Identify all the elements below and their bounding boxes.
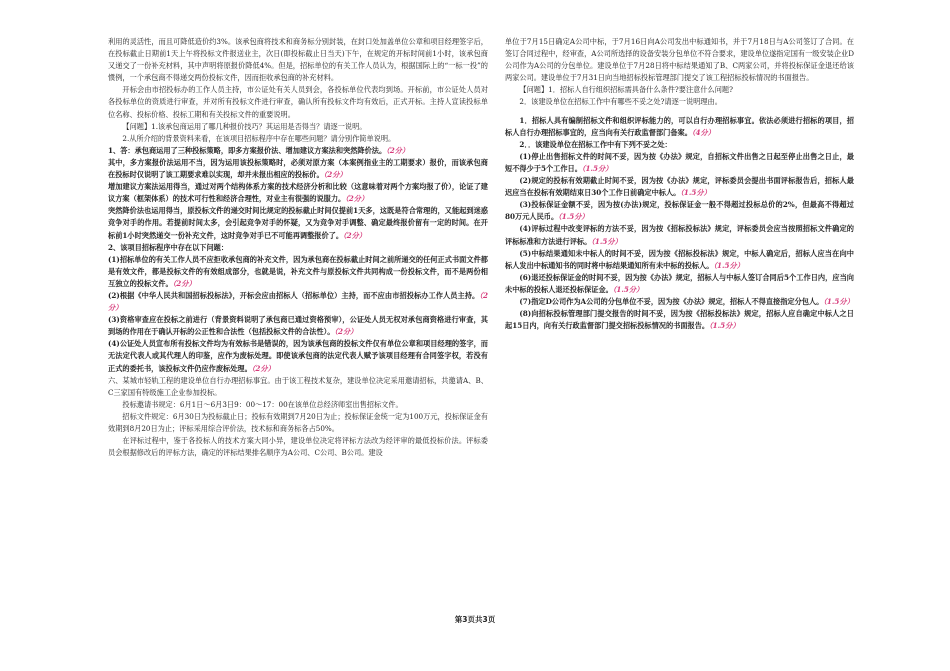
score-note: （1.5分） [612, 284, 644, 294]
score-note: （2分） [251, 363, 275, 373]
left-column [108, 36, 488, 459]
answer-text: (7)指定D公司作为A公司的分包单位不妥，因为按《办法》规定，招标人不得直接指定分包人。 [519, 296, 824, 306]
answer [505, 272, 854, 296]
answer [108, 314, 488, 338]
answer-text: 增加建议方案法运用得当，通过对两个结构体系方案的技术经济分析和比较（这意味着对两个方案均报了价），论证了建议方案（框架体系）的技术可行性和经济合理性，对业主有很强的说服力。 [108, 182, 488, 204]
score-note: （1.5分） [713, 260, 744, 270]
answer-text: (2)规定的投标有效期截止时间不妥，因为按《办法》规定，评标委员会提出书面评标报告后，招标人最迟应当在投标有效期结束日30个工作日前确定中标人。 [505, 176, 854, 198]
answer [108, 181, 488, 205]
score-note: （2分） [343, 230, 366, 240]
answer [108, 254, 488, 290]
paragraph: 利用的灵活性，而且可降低造价约3%。该承包商将技术和商务标分别封装，在封口处加盖单位公章和项目经理签字后，在投标截止日期前1天上午将投标文件报送业主，次日(即投标截止日当天)下午，在规定的开标时间前1小时，该承包商又递交了一份补充材料，其中声明将原报价降低4%。但是，招标单位的有关工作人员认为，根据国际上的“一标一投”的惯例，一个承包商不得递交两份投标文件，因而拒收承包商的补充材料。 [108, 37, 488, 83]
score-note: （1.5分） [709, 321, 740, 331]
answer-text: 1．招标人具有编制招标文件和组织评标能力的，可以自行办理招标事宜。依法必须进行招标的项目，招标人自行办理招标事宜的，应当向有关行政监督部门备案。 [505, 115, 854, 137]
score-note: （1.5分） [558, 212, 589, 222]
score-note: （2分） [334, 327, 358, 337]
paragraph: 六、某城市轻轨工程的建设单位自行办理招标事宜。由于该工程技术复杂，建设单位决定采用邀请招标，共邀请A、B、C三家国有特级施工企业参加投标。 [108, 375, 488, 397]
answer [108, 338, 488, 374]
score-note: （1.5分） [680, 188, 711, 198]
right-column [505, 36, 854, 332]
answer [108, 157, 488, 181]
score-note: （1.5分） [581, 163, 613, 173]
score-note: （2分） [172, 278, 196, 288]
answer-text: (6)退还投标保证金的时间不妥，因为按《办法》规定，招标人与中标人签订合同后5个工作日内，应当向未中标的投标人退还投标保证金。 [505, 272, 854, 294]
paragraph: 在评标过程中，鉴于各投标人的技术方案大同小异，建设单位决定将评标方法改为经评审的最低投标价法。评标委员会根据修改后的评标方法，确定的评标结果排名顺序为A公司、C公司、B公司。建设 [108, 436, 488, 458]
answer [505, 151, 854, 175]
answer [505, 248, 854, 272]
answer-text: (3)资格审查应在投标之前进行（背景资料说明了承包商已通过资格预审），公证处人员无权对承包商资格进行审查，其到场的作用在于确认开标的公正性和合法性（包括投标文件的合法性）。 [108, 315, 488, 337]
question: 2.从所介绍的背景资料来看，在该项目招标程序中存在哪些问题？请分别作简单说明。 [122, 133, 396, 143]
answer-text: (3)投标保证金额不妥，因为按(办法)规定，投标保证金一般不得超过投标总价的2%，但最高不得超过80万元人民币。 [505, 200, 854, 222]
paragraph: 单位于7月15日确定A公司中标，于7月16日向A公司发出中标通知书，并于7月18日与A公司签订了合同。在签订合同过程中，经审查，A公司所选择的设备安装分包单位不符合要求，建设单位遂指定国有一级安装企业D公司作为A公司的分包单位。建设单位于7月28日将中标结果通知了B、C两家公司，并将投标保证金退还给该两家公司。建设单位于7月31日向当地招标投标管理部门提交了该工程招标投标情况的书面报告。 [505, 37, 854, 83]
answer [505, 175, 854, 199]
score-note: （2分） [108, 290, 488, 313]
answer-text: (5)中标结果通知未中标人的时间不妥，因为按《招标投标法》规定，中标人确定后，招标人应当在向中标人发出中标通知书的同时将中标结果通知所有未中标的投标人。 [505, 248, 854, 270]
answer-heading: 2、该项目招标程序中存在以下问题： [108, 242, 229, 252]
answer [505, 308, 854, 332]
question-header: 【问题】 [122, 121, 152, 131]
question [108, 121, 488, 133]
answer-text: 突然降价法也运用得当，原投标文件的递交时间比规定的投标截止时间仅提前1天多，这既是符合常理的，又能起到迷惑竞争对手的作用。若提前时间太多，会引起竞争对手的怀疑，又为竞争对手调整、确定最终报价留有一定的时间。在开标前1小时突然递交一份补充文件，这时竞争对手已不可能再调整报价了。 [108, 206, 488, 240]
score-note: （1.5分） [591, 236, 622, 246]
answer [505, 115, 854, 139]
answer-text: (8)向招标投标管理部门提交报告的时间不妥，因为按《招标投标法》规定，招标人应自确定中标人之日起15日内，向有关行政监督部门提交招标投标情况的书面报告。 [505, 309, 854, 331]
score-note: （2分） [345, 194, 369, 204]
answer [108, 145, 488, 157]
answer [505, 296, 854, 308]
score-note: （2分） [323, 170, 347, 180]
answer-text: (1)停止出售招标文件的时间不妥，因为按《办法》规定，自招标文件出售之日起至停止出售之日止，最短不得少于5个工作日。 [505, 151, 854, 173]
answer-text: (4)评标过程中改变评标的方法不妥，因为按《招标投标法》规定，评标委员会应当按照招标文件确定的评标标准和方法进行评标。 [505, 224, 854, 246]
question: 【问题】1．招标人自行组织招标需具备什么条件?要注意什么问题? [519, 85, 733, 95]
answer [505, 199, 854, 223]
score-note: （1.5分） [823, 296, 854, 306]
answer-text: (4)公证处人员宣布所有投标文件均为有效标书是错误的，因为该承包商的投标文件仅有单位公章和项目经理的签字，而无法定代表人或其代理人的印鉴，应作为废标处理。即使该承包商的法定代表人赋予该项目经理有合同签字权，若没有正式的委托书，该投标文件仍应作废标处理。 [108, 339, 488, 373]
answer [108, 205, 488, 241]
paragraph: 招标文件规定：6月30日为投标截止日；投标有效期到7月20日为止；投标保证金统一定为100万元，投标保证金有效期到8月20日为止；评标采用综合评价法，技术标和商务标各占50%。 [108, 411, 488, 433]
answer-heading: 2．．该建设单位在招标工作中有下列不妥之处： [519, 139, 672, 149]
answer-text: 1、答：承包商运用了三种投标策略，即多方案报价法、增加建议方案法和突然降价法。 [108, 145, 387, 155]
answer-text: (2)根据《中华人民共和国招标投标法》，开标会应由招标人（招标单位）主持，而不应由市招投标办工作人员主持。 [108, 290, 480, 300]
answer [505, 223, 854, 247]
answer-text: 其中，多方案报价法运用不当，因为运用该投标策略时，必须对原方案（本案例指业主的工期要求）报价，而该承包商在投标时仅说明了该工期要求难以实现，却并未报出相应的投标价。 [108, 157, 488, 180]
paragraph: 投标邀请书规定：6月1日～6月3日9：00～17：00在该单位总经济师室出售招标文件。 [122, 399, 403, 409]
score-note: （2分） [386, 145, 410, 155]
question: 2．该建设单位在招标工作中有哪些不妥之处?请逐一说明理由。 [519, 97, 722, 107]
score-note: （4分） [691, 127, 715, 137]
page-number: 第3页共3页 [454, 615, 496, 624]
answer [108, 290, 488, 314]
paragraph: 开标会由市招投标办的工作人员主持，市公证处有关人员到会，各投标单位代表均到场。开标前，市公证处人员对各投标单位的资质进行审查，并对所有投标文件进行审查，确认所有投标文件均有效后，正式开标。主持人宣读投标单位名称、投标价格、投标工期和有关投标文件的重要说明。 [108, 85, 488, 119]
answer-text: (1)招标单位的有关工作人员不应拒收承包商的补充文件，因为承包商在投标截止时间之前所递交的任何正式书面文件都是有效文件，都是投标文件的有效组成部分，也就是说，补充文件与原投标文件共同构成一份投标文件，而不是两份相互独立的投标文件。 [108, 254, 488, 288]
question-text: 1.该承包商运用了哪几种报价技巧？其运用是否得当？请逐一说明。 [151, 121, 367, 131]
